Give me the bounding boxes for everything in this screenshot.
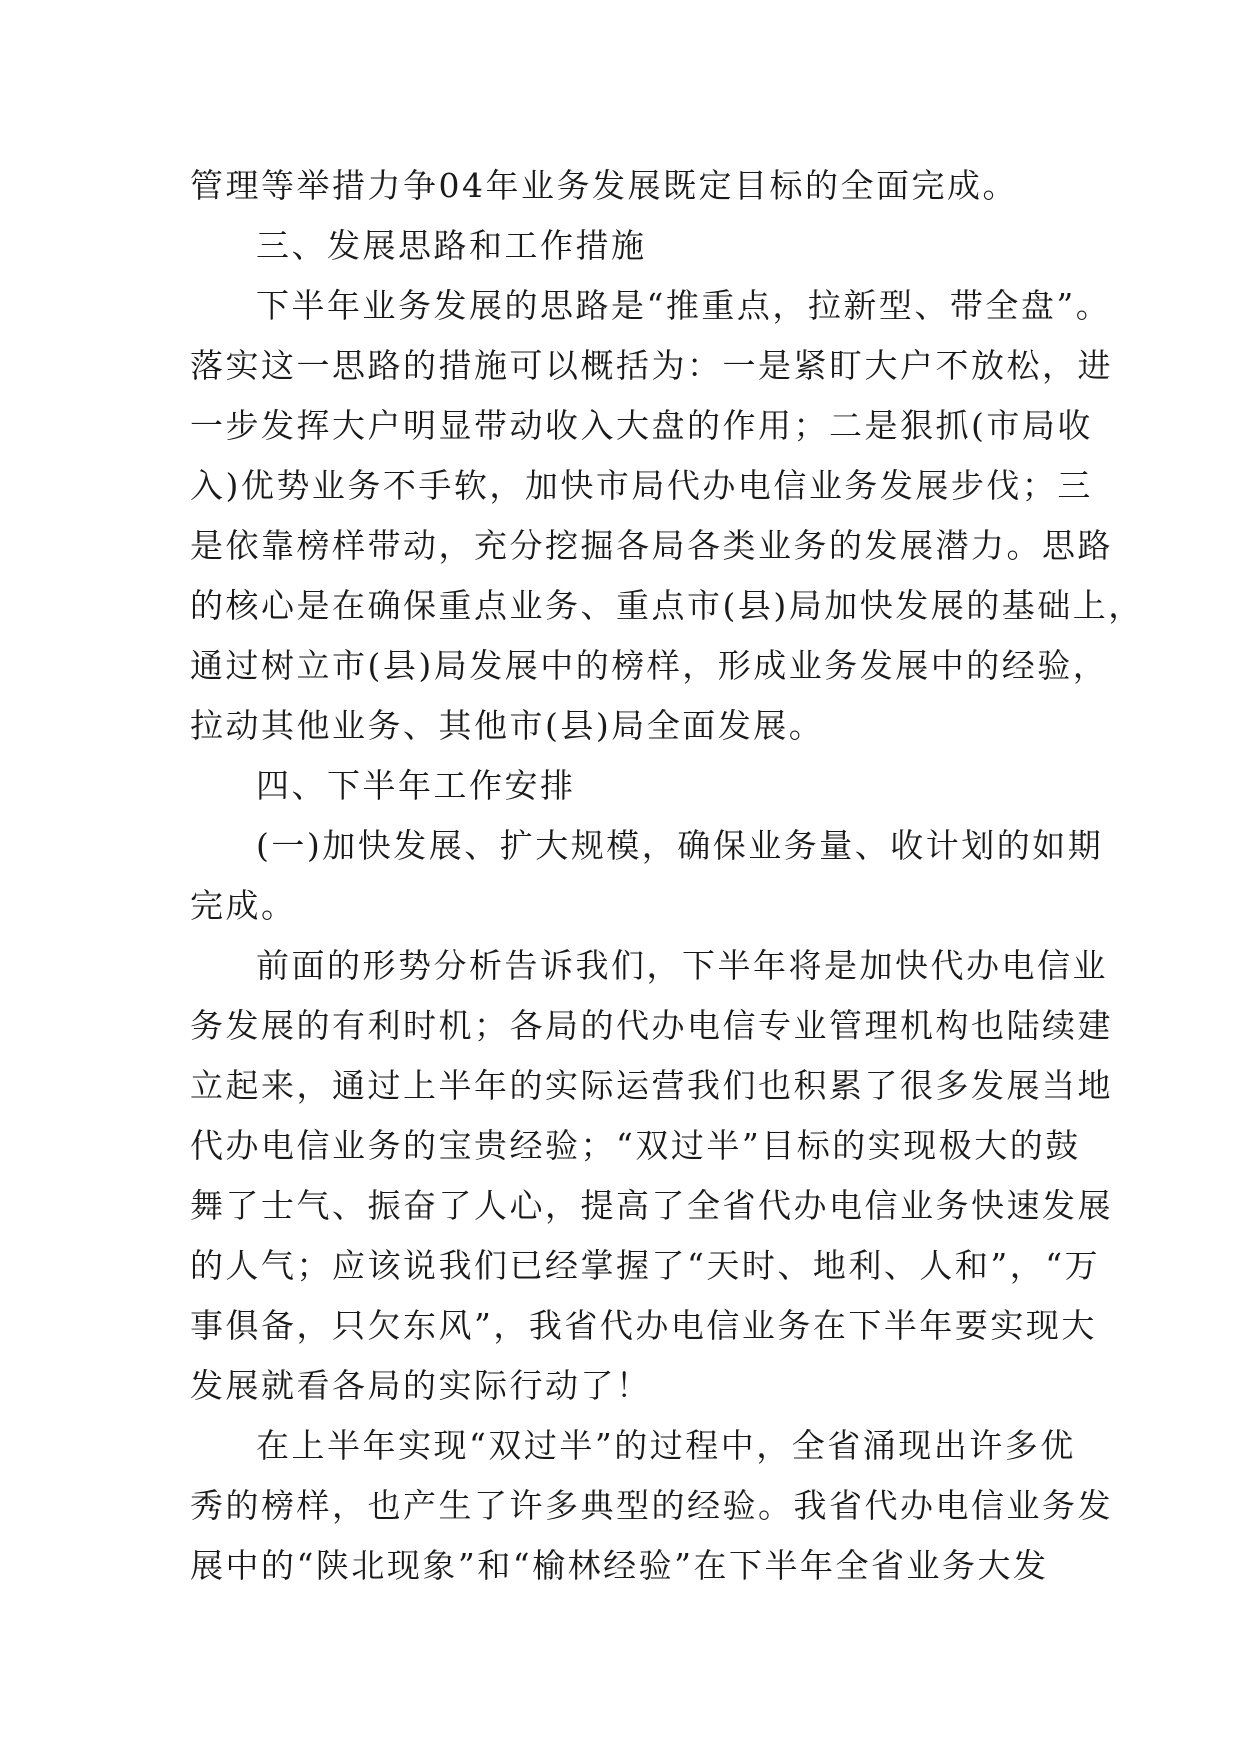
subsection-heading: (一)加快发展、扩大规模，确保业务量、收计划的如期	[256, 826, 1104, 865]
section-heading: 三、发展思路和工作措施	[256, 226, 647, 265]
text-line: 展中的“陕北现象”和“榆林经验”在下半年全省业务大发	[190, 1546, 1049, 1585]
text-line: 管理等举措力争04年业务发展既定目标的全面完成。	[190, 166, 1018, 205]
text-line: 发展就看各局的实际行动了！	[190, 1366, 652, 1405]
text-line: 入)优势业务不手软，加快市局代办电信业务发展步伐；三	[190, 466, 1093, 505]
text-line: 事俱备，只欠东风”，我省代办电信业务在下半年要实现大	[190, 1306, 1097, 1345]
text-line: 下半年业务发展的思路是“推重点，拉新型、带全盘”。	[256, 286, 1112, 325]
text-line: 落实这一思路的措施可以概括为：一是紧盯大户不放松，进	[190, 346, 1113, 385]
text-line: 拉动其他业务、其他市(县)局全面发展。	[190, 706, 825, 745]
section-heading: 四、下半年工作安排	[256, 766, 576, 805]
text-line: 立起来，通过上半年的实际运营我们也积累了很多发展当地	[190, 1066, 1113, 1105]
text-line: 的核心是在确保重点业务、重点市(县)局加快发展的基础上，	[190, 586, 1144, 625]
text-line: 代办电信业务的宝贵经验；“双过半”目标的实现极大的鼓	[190, 1126, 1081, 1165]
text-line: 的人气；应该说我们已经掌握了“天时、地利、人和”，“万	[190, 1246, 1101, 1285]
text-line: 是依靠榜样带动，充分挖掘各局各类业务的发展潜力。思路	[190, 526, 1113, 565]
text-line: 通过树立市(县)局发展中的榜样，形成业务发展中的经验，	[190, 646, 1109, 685]
text-line: 一步发挥大户明显带动收入大盘的作用；二是狠抓(市局收	[190, 406, 1093, 445]
text-line: 在上半年实现“双过半”的过程中，全省涌现出许多优	[256, 1426, 1076, 1465]
text-line: 舞了士气、振奋了人心，提高了全省代办电信业务快速发展	[190, 1186, 1113, 1225]
text-line: 秀的榜样，也产生了许多典型的经验。我省代办电信业务发	[190, 1486, 1113, 1525]
text-line: 前面的形势分析告诉我们，下半年将是加快代办电信业	[256, 946, 1108, 985]
text-line: 完成。	[190, 886, 297, 925]
text-line: 务发展的有利时机；各局的代办电信专业管理机构也陆续建	[190, 1006, 1113, 1045]
